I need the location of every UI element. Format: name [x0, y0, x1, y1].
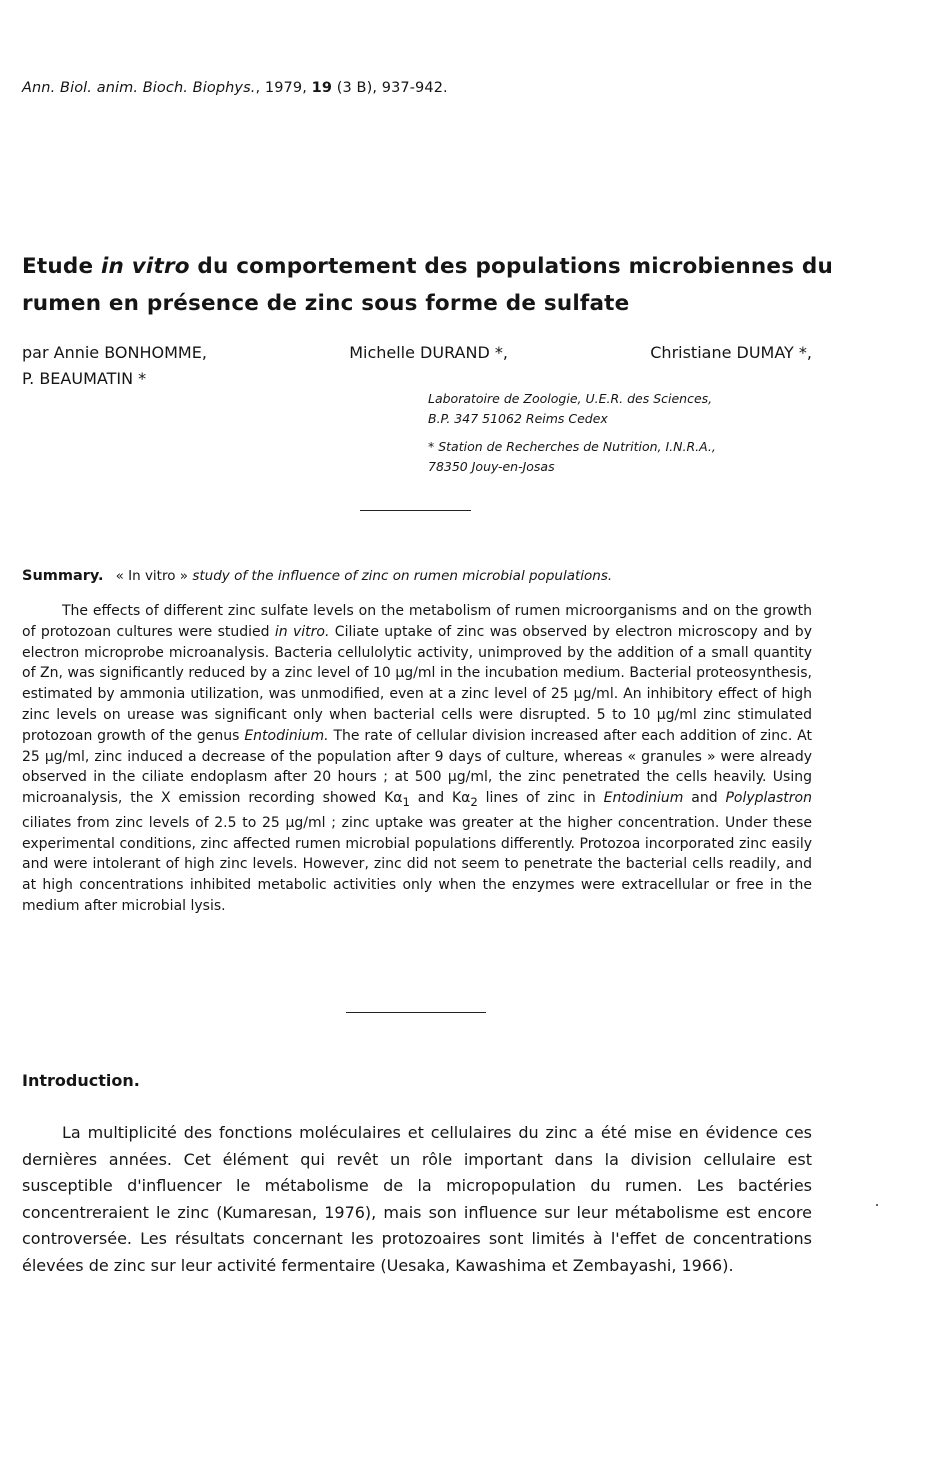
summary-paragraph — [22, 601, 812, 917]
section-divider-2 — [346, 1012, 486, 1013]
summary-text-3: The rate of cellular division increased after each addition of zinc. At 25 µg/ml, zinc induced a decrease of the population after 9 days of culture, whereas « granules » were already observed in the ciliate endoplasm after 20 hours ; at 500 µg/ml, the zinc penetrated the cells heavily. Using microanalysis, the X emission recording showed Kα — [22, 727, 813, 807]
affiliation-reims — [428, 389, 848, 429]
affiliation-inra-line-2: 78350 Jouy-en-Josas — [428, 459, 555, 474]
affiliation-reims-line-2: B.P. 347 51062 Reims Cedex — [428, 411, 608, 426]
summary-label: Summary. — [22, 568, 104, 584]
summary-subtitle-italic: study of the influence of zinc on rumen microbial populations. — [192, 568, 613, 584]
citation-volume: 19 — [311, 80, 333, 96]
summary-italic-entodinium: Entodinium. — [244, 727, 329, 744]
citation-year: , 1979, — [255, 80, 312, 96]
summary-italic-polyplastron: Polyplastron — [725, 790, 812, 807]
title-italic: in vitro — [100, 254, 190, 279]
summary-italic-entodinium-2: Entodinium — [603, 790, 684, 807]
citation-issue-pages: (3 B), 937-942. — [332, 80, 448, 96]
author-bonhomme: par Annie BONHOMME, — [22, 343, 207, 362]
affiliation-inra-line-1: * Station de Recherches de Nutrition, I.N.R.A., — [428, 439, 716, 454]
article-title — [22, 248, 902, 322]
affiliation-reims-line-1: Laboratoire de Zoologie, U.E.R. des Sciences, — [428, 391, 713, 406]
affiliations — [428, 389, 848, 485]
summary-subscript-1: 1 — [402, 794, 410, 809]
summary-text-4: and Kα — [409, 790, 471, 807]
scan-speck — [876, 1204, 878, 1206]
journal-citation — [22, 80, 448, 96]
summary-text-2: Ciliate uptake of zinc was observed by electron microscopy and by electron microprobe microanalysis. Bacteria cellulolytic activity, unimproved by the addition of a small quantity of Zn, was significantly reduced by a zinc level of 10 µg/ml in the incubation medium. Bacterial proteosynthesis, estimated by ammonia utilization, was unmodified, even at a zinc level of 25 µg/ml. An inhibitory effect of high zinc levels on urease was significant only when bacterial cells were disrupted. 5 to 10 µg/ml zinc stimulated protozoan growth of the genus — [22, 623, 812, 744]
introduction-body — [22, 1120, 812, 1279]
title-part-2: du comportement des populations microbiennes du rumen en présence de zinc sous forme de sulfate — [22, 254, 833, 316]
author-dumay: Christiane DUMAY *, — [650, 343, 812, 362]
author-line-1 — [22, 340, 812, 366]
introduction-heading: Introduction. — [22, 1071, 140, 1090]
author-list — [22, 340, 812, 392]
summary-subscript-2: 2 — [470, 794, 478, 809]
summary-text-5: lines of zinc in — [477, 790, 604, 807]
summary-heading — [22, 568, 922, 584]
summary-text-6: and — [683, 790, 726, 807]
affiliation-inra — [428, 437, 848, 477]
title-part-1: Etude — [22, 254, 101, 279]
summary-italic-in-vitro: in vitro. — [274, 623, 330, 640]
author-durand: Michelle DURAND *, — [349, 343, 508, 362]
author-beaumatin: P. BEAUMATIN * — [22, 369, 147, 388]
section-divider — [360, 510, 471, 511]
summary-text-1: The effects of different zinc sulfate levels on the metabolism of rumen microorganisms and on the growth of protozoan cultures were studied — [22, 603, 812, 640]
introduction-paragraph: La multiplicité des fonctions moléculaires et cellulaires du zinc a été mise en évidence ces dernières années. Cet élément qui revêt un rôle important dans la division cellulaire est susceptible d'influencer le métabolisme de la micropopulation du rumen. Les bactéries concentreraient le zinc (Kumaresan, 1976), mais son influence sur leur métabolisme est encore controversée. Les résultats concernant les protozoaires sont limités à l'effet de concentrations élevées de zinc sur leur activité fermentaire (Uesaka, Kawashima et Zembayashi, 1966). — [22, 1123, 812, 1275]
summary-text-7: ciliates from zinc levels of 2.5 to 25 µg/ml ; zinc uptake was greater at the higher concentration. Under these experimental conditions, zinc affected rumen microbial populations differently. Protozoa incorporated zinc easily and were intolerant of high zinc levels. However, zinc did not seem to penetrate the bacterial cells readily, and at high concentrations inhibited metabolic activities only when the enzymes were extracellular or free in the medium after microbial lysis. — [22, 814, 812, 914]
journal-name: Ann. Biol. anim. Bioch. Biophys. — [22, 80, 256, 96]
summary-subtitle-plain: « In vitro » — [115, 568, 193, 584]
